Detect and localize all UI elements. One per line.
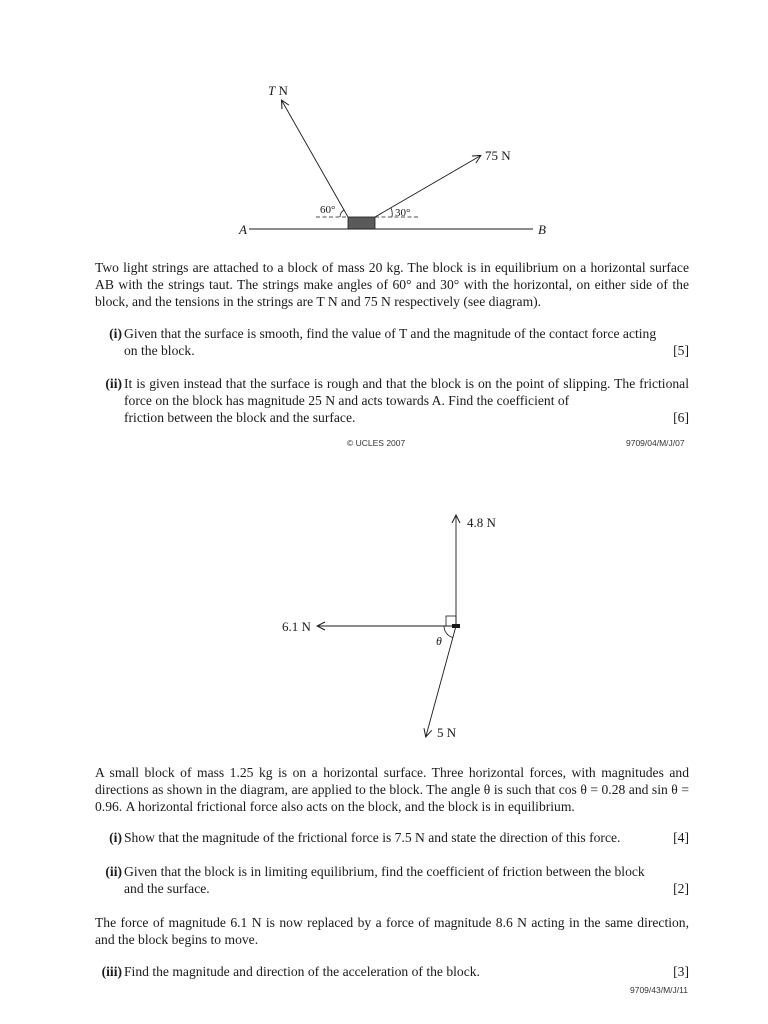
force-up-label: 4.8 N bbox=[467, 515, 496, 530]
marks: [3] bbox=[673, 964, 689, 979]
problem1-part-ii bbox=[95, 375, 689, 427]
point-b-label: B bbox=[538, 222, 546, 237]
theta-label: θ bbox=[436, 634, 442, 648]
footer-copyright: © UCLES 2007 bbox=[347, 438, 406, 448]
problem2-part-ii bbox=[95, 863, 689, 899]
string-left-arrow bbox=[282, 101, 348, 217]
footer-code-2: 9709/43/M/J/11 bbox=[630, 985, 688, 995]
part-text: friction between the block and the surface. bbox=[124, 410, 356, 425]
part-text: Given that the block is in limiting equilibrium, find the coefficient of friction between the block bbox=[124, 864, 645, 879]
marks: [2] bbox=[673, 881, 689, 896]
point-a-label: A bbox=[239, 222, 247, 237]
part-label: (iii) bbox=[101, 964, 122, 979]
small-block bbox=[452, 624, 460, 628]
problem2-intro: A small block of mass 1.25 kg is on a horizontal surface. Three horizontal forces, with magnitudes and directions as shown in the diagram, are applied to the block. The angle θ is such that cos θ = 0.28 and sin θ = 0.96. A horizontal frictional force also acts on the block, and the block is in equilibrium. bbox=[95, 765, 689, 814]
part-text: and the surface. bbox=[124, 881, 210, 896]
part-label: (ii) bbox=[105, 376, 122, 391]
problem2-part-iii bbox=[95, 963, 689, 981]
marks: [4] bbox=[673, 830, 689, 845]
theta-arc bbox=[444, 626, 453, 638]
part-text: Find the magnitude and direction of the acceleration of the block. bbox=[124, 964, 480, 979]
footer-code-1: 9709/04/M/J/07 bbox=[626, 438, 685, 448]
angle-60-label: 60° bbox=[320, 204, 336, 216]
part-text: It is given instead that the surface is rough and that the block is on the point of slipping. The frictional force on the block has magnitude 25 N and acts towards A. Find the coefficient of bbox=[124, 376, 689, 408]
part-text: Show that the magnitude of the frictional force is 7.5 N and state the direction of this force. bbox=[124, 830, 621, 845]
force-down-label: 5 N bbox=[437, 725, 457, 740]
tension-label: T N bbox=[268, 83, 288, 98]
angle-arc-left bbox=[340, 210, 344, 217]
part-label: (ii) bbox=[105, 864, 122, 879]
problem1-part-i bbox=[95, 325, 689, 361]
problem1-intro: Two light strings are attached to a block of mass 20 kg. The block is in equilibrium on a horizontal surface AB with the strings taut. The strings make angles of 60° and 30° with the horizontal, on either side of the block, and the tensions in the strings are T N and 75 N respectively (see diagram). bbox=[95, 260, 689, 309]
angle-30-label: 30° bbox=[395, 207, 411, 219]
angle-arc-right bbox=[391, 208, 392, 217]
marks: [5] bbox=[673, 343, 689, 358]
block bbox=[348, 217, 375, 229]
part-label: (i) bbox=[109, 830, 122, 845]
diagram-three-forces bbox=[0, 500, 768, 750]
part-text: on the block. bbox=[124, 343, 195, 358]
force-left-label: 6.1 N bbox=[282, 619, 311, 634]
marks: [6] bbox=[673, 410, 689, 425]
force-75-label: 75 N bbox=[485, 148, 511, 163]
diagram-strings-block bbox=[0, 0, 768, 250]
problem2-part-i bbox=[95, 829, 689, 847]
problem2-continuation: The force of magnitude 6.1 N is now replaced by a force of magnitude 8.6 N acting in the same direction, and the block begins to move. bbox=[95, 915, 689, 947]
part-label: (i) bbox=[109, 326, 122, 341]
string-right-arrow bbox=[375, 156, 480, 217]
part-text: Given that the surface is smooth, find the value of T and the magnitude of the contact force acting bbox=[124, 326, 657, 341]
